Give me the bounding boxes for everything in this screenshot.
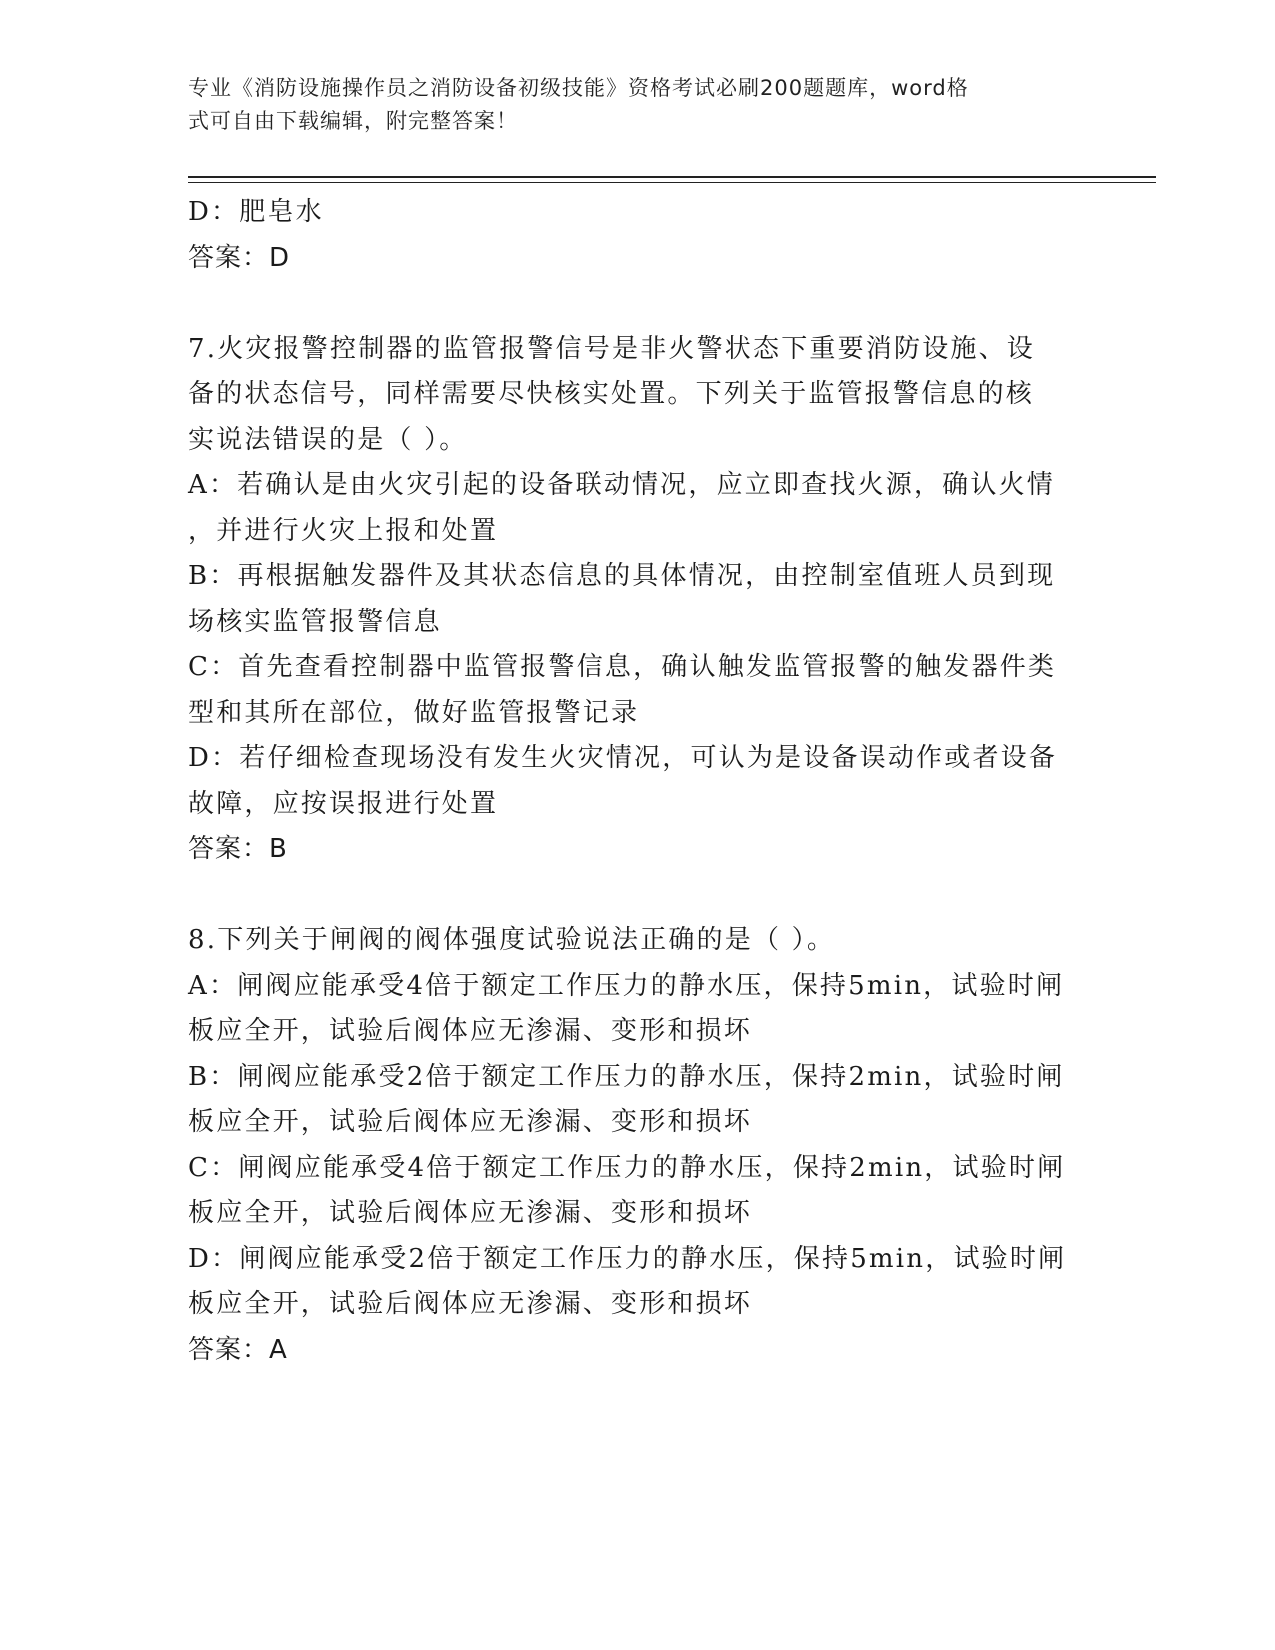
question-7	[188, 327, 1088, 873]
option-b: 场核实监管报警信息	[188, 606, 442, 637]
header-line-1: 专业《消防设施操作员之消防设备初级技能》资格考试必刷200题题库，word格	[188, 76, 969, 100]
option-c: 型和其所在部位，做好监管报警记录	[188, 697, 640, 728]
answer-line: 答案：B	[188, 834, 288, 864]
page-header	[188, 72, 1068, 138]
option-d: 故障，应按误报进行处置	[188, 788, 499, 819]
answer-line: 答案：D	[188, 242, 291, 273]
option-c: C：首先查看控制器中监管报警信息，确认触发监管报警的触发器件类	[188, 652, 1057, 682]
spacer	[188, 281, 1088, 327]
question-stem: 7.火灾报警控制器的监管报警信号是非火警状态下重要消防设施、设	[188, 333, 1036, 364]
question-content	[188, 190, 1088, 1373]
option-d: D：肥皂水	[188, 197, 324, 227]
option-a: A：闸阀应能承受4倍于额定工作压力的静水压，保持5min，试验时闸	[188, 970, 1065, 1001]
question-stem: 实说法错误的是（ ）。	[188, 424, 468, 455]
option-c: C：闸阀应能承受4倍于额定工作压力的静水压，保持2min，试验时闸	[188, 1152, 1066, 1183]
option-b: B：闸阀应能承受2倍于额定工作压力的静水压，保持2min，试验时闸	[188, 1061, 1065, 1092]
option-b: B：再根据触发器件及其状态信息的具体情况，由控制室值班人员到现	[188, 561, 1056, 591]
question-stem: 备的状态信号，同样需要尽快核实处置。下列关于监管报警信息的核	[188, 379, 1035, 409]
option-c: 板应全开，试验后阀体应无渗漏、变形和损坏	[188, 1198, 753, 1228]
option-a: A：若确认是由火灾引起的设备联动情况，应立即查找火源，确认火情	[188, 470, 1055, 500]
question-stem: 8.下列关于闸阀的阀体强度试验说法正确的是（ ）。	[188, 925, 836, 955]
spacer	[188, 873, 1088, 919]
option-b: 板应全开，试验后阀体应无渗漏、变形和损坏	[188, 1107, 753, 1137]
answer-line: 答案：A	[188, 1334, 288, 1365]
header-line-2: 式可自由下载编辑，附完整答案！	[188, 109, 518, 133]
option-d: D：闸阀应能承受2倍于额定工作压力的静水压，保持5min，试验时闸	[188, 1243, 1067, 1274]
option-d: 板应全开，试验后阀体应无渗漏、变形和损坏	[188, 1289, 753, 1319]
previous-question-tail	[188, 190, 1088, 281]
option-a: 板应全开，试验后阀体应无渗漏、变形和损坏	[188, 1016, 753, 1046]
option-d: D：若仔细检查现场没有发生火灾情况，可认为是设备误动作或者设备	[188, 743, 1058, 773]
header-rule-thin	[188, 182, 1156, 183]
option-a: ，并进行火灾上报和处置	[188, 515, 499, 546]
header-rule-thick	[188, 176, 1156, 178]
question-8	[188, 918, 1088, 1373]
